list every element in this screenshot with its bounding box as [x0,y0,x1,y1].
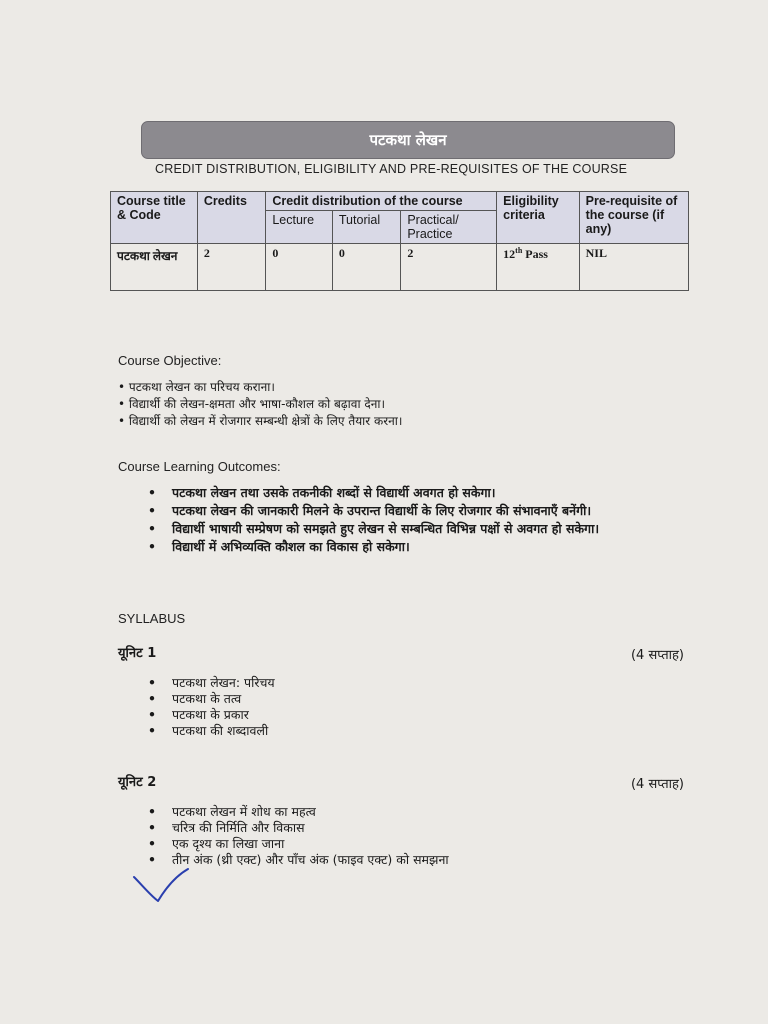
list-item: • तीन अंक (थ्री एक्ट) और पाँच अंक (फाइव एक्ट) को समझना [148,852,449,868]
unit-2-title: यूनिट 2 [118,775,157,790]
header-credits: Credits [197,192,266,244]
header-tutorial: Tutorial [332,211,400,244]
list-item: • पटकथा लेखन की जानकारी मिलने के उपरान्त विद्यार्थी के लिए रोजगार की संभावनाएँ बनेंगी। [148,503,678,519]
course-objective-label: Course Objective: [118,353,222,368]
header-lecture: Lecture [266,211,333,244]
unit-1-title: यूनिट 1 [118,646,157,661]
header-course-title: Course title & Code [111,192,198,244]
credit-distribution-table [110,191,689,291]
unit-2-duration: (4 सप्ताह) [630,777,684,792]
list-item: • पटकथा लेखन तथा उसके तकनीकी शब्दों से विद्यार्थी अवगत हो सकेगा। [148,485,678,501]
list-item: • विद्यार्थी को लेखन में रोजगार सम्बन्धी क्षेत्रों के लिए तैयार करना। [118,413,402,430]
cell-course-title: पटकथा लेखन [111,244,198,291]
cell-practical: 2 [401,244,497,291]
header-eligibility: Eligibility criteria [497,192,579,244]
cell-eligibility: 12th Pass [497,244,579,291]
list-item: • पटकथा लेखन: परिचय [148,675,275,691]
unit-1-duration: (4 सप्ताह) [630,648,684,663]
header-credit-distribution: Credit distribution of the course [266,192,497,211]
cell-credits: 2 [197,244,266,291]
list-item: • पटकथा के प्रकार [148,707,275,723]
header-prerequisite: Pre-requisite of the course (if any) [579,192,688,244]
list-item: • विद्यार्थी की लेखन-क्षमता और भाषा-कौशल को बढ़ावा देना। [118,396,402,413]
course-title: पटकथा लेखन [369,131,447,149]
list-item: • पटकथा लेखन में शोध का महत्व [148,804,449,820]
table-row [111,244,689,291]
check-mark-icon [132,865,192,907]
cell-tutorial: 0 [332,244,400,291]
list-item: • पटकथा के तत्व [148,691,275,707]
table-caption: CREDIT DISTRIBUTION, ELIGIBILITY AND PRE-REQUISITES OF THE COURSE [155,162,628,176]
list-item: • पटकथा की शब्दावली [148,723,275,739]
course-title-banner [141,121,675,159]
header-practical: Practical/ Practice [401,211,497,244]
objective-list [118,379,402,430]
list-item: • विद्यार्थी भाषायी सम्प्रेषण को समझते हुए लेखन से सम्बन्धित विभिन्न पक्षों से अवगत हो सकेगा। [148,521,678,537]
list-item: • विद्यार्थी में अभिव्यक्ति कौशल का विकास हो सकेगा। [148,539,678,555]
unit-1-topics [148,675,275,739]
unit-2-topics [148,804,449,868]
list-item: • पटकथा लेखन का परिचय कराना। [118,379,402,396]
syllabus-label: SYLLABUS [118,611,186,626]
cell-lecture: 0 [266,244,333,291]
learning-outcomes-label: Course Learning Outcomes: [118,459,281,474]
list-item: • एक दृश्य का लिखा जाना [148,836,449,852]
list-item: • चरित्र की निर्मिति और विकास [148,820,449,836]
outcomes-list [148,485,678,557]
cell-prerequisite: NIL [579,244,688,291]
